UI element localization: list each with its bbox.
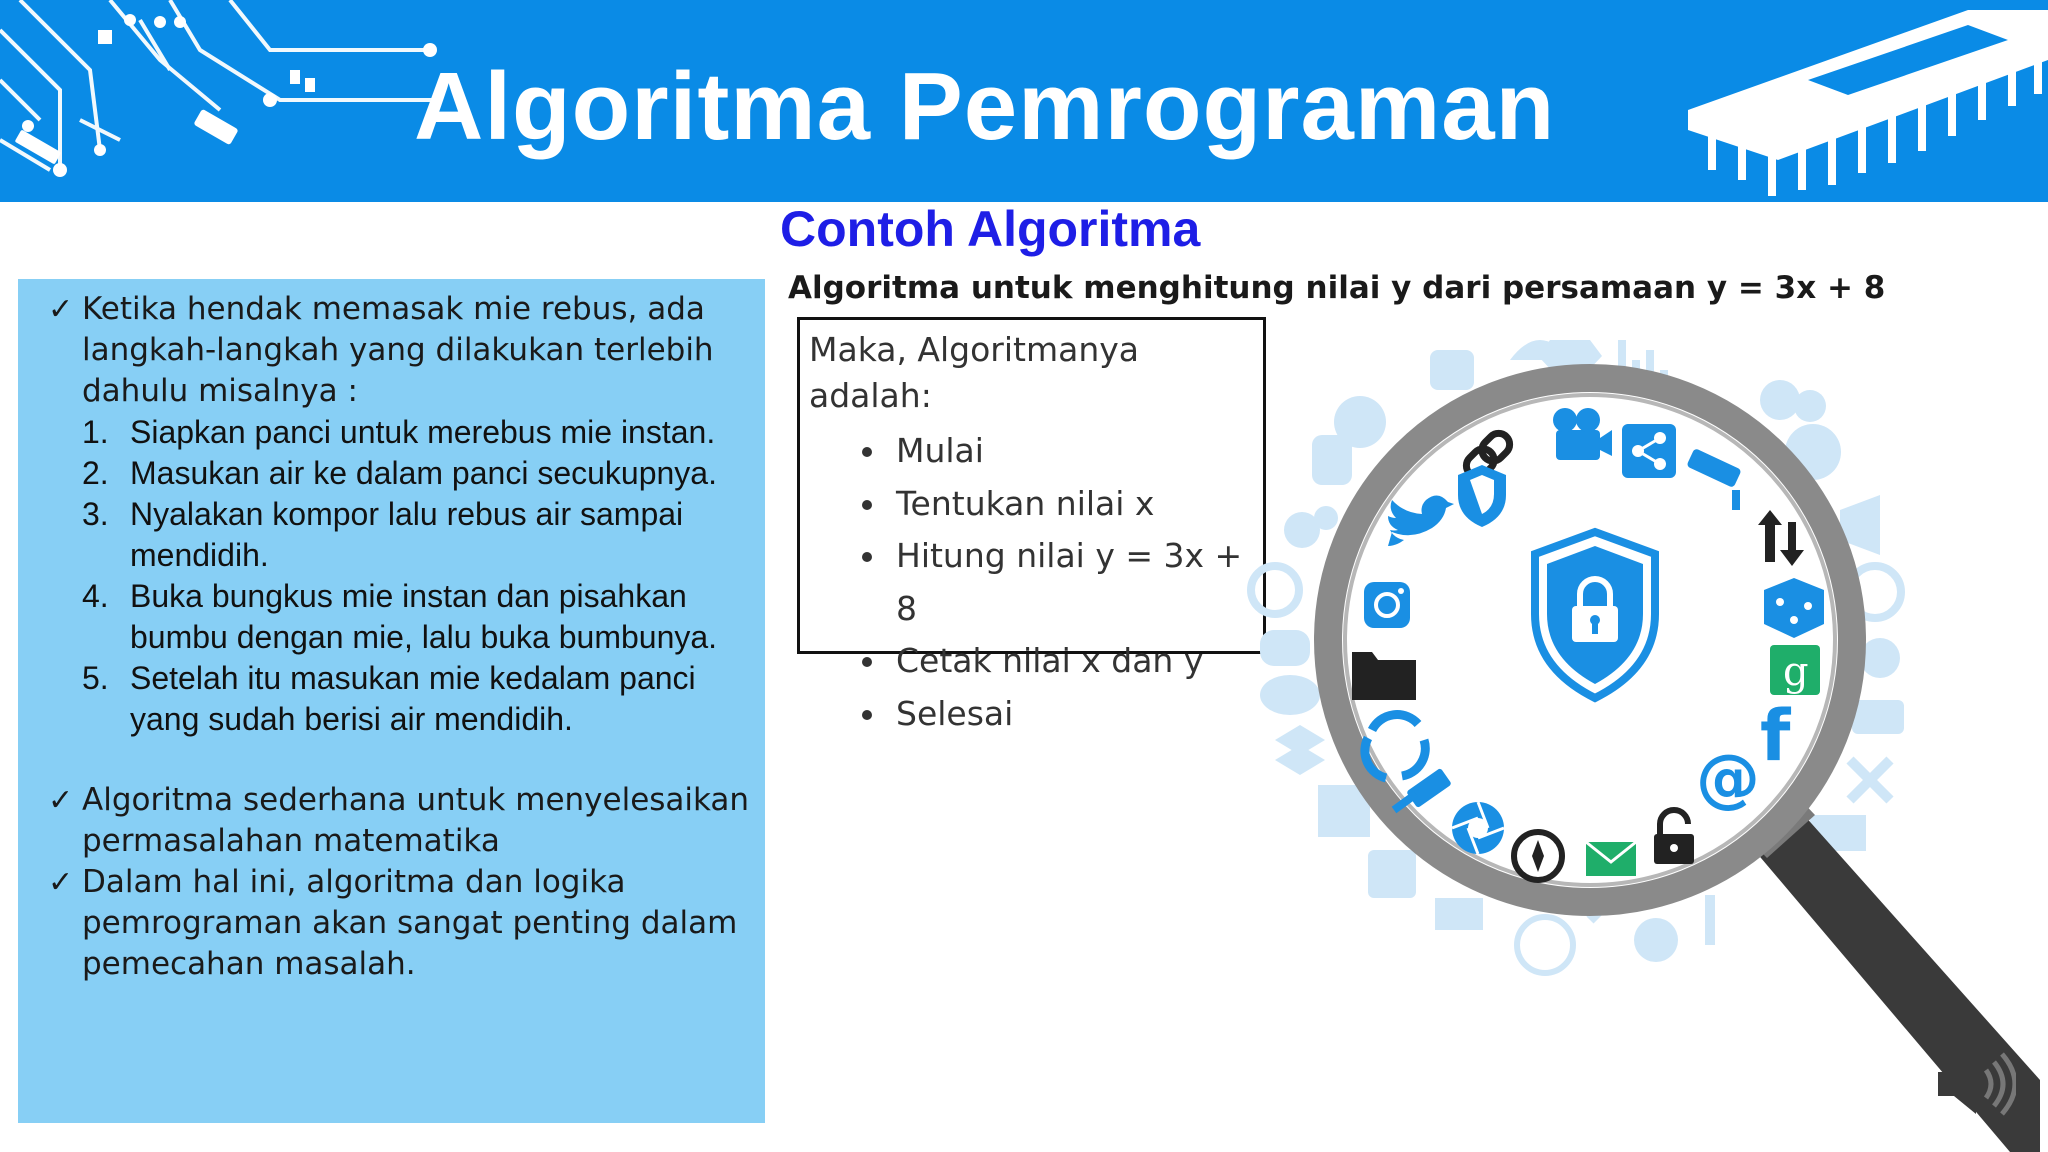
algorithm-box [797,317,1266,733]
bullet-icon [862,552,872,562]
algorithm-step-text: Hitung nilai y = 3x + 8 [896,536,1243,628]
list-item [30,412,755,453]
bullet-icon [862,710,872,720]
point-text: Algoritma sederhana untuk menyelesaikan permasalahan matematika [82,782,750,859]
step-text: Setelah itu masukan mie kedalam panci yang sudah berisi air mendidih. [130,660,696,737]
list-item [809,635,1263,688]
instagram-icon [1364,582,1410,628]
share-icon [1622,424,1676,478]
svg-text:f: f [1760,695,1791,777]
bullet-icon [862,447,872,457]
magnifier-icon [1328,378,2040,1152]
speaker-icon[interactable] [1932,1044,2016,1124]
bullet-icon [862,500,872,510]
left-text-panel [18,279,765,1123]
security-magnifier-illustration [1240,300,2048,1152]
aperture-icon [1452,802,1504,854]
mail-icon [1586,842,1636,876]
list-item [30,494,755,576]
section-subtitle: Contoh Algoritma [780,201,1201,257]
step-number: 2. [82,455,109,491]
intro-text: Ketika hendak memasak mie rebus, ada langkah-langkah yang dilakukan terlebih dahulu misalnya : [82,291,714,409]
list-item [809,425,1263,478]
google-icon [1770,645,1820,695]
algorithm-heading: Maka, Algoritmanya adalah: [809,330,1140,415]
check-item-math [30,780,755,862]
bullet-icon [862,657,872,667]
svg-text:g: g [1783,649,1809,695]
list-item [809,530,1263,635]
compass-icon [1514,832,1562,880]
list-item [809,688,1263,741]
step-number: 3. [82,496,109,532]
step-number: 1. [82,414,109,450]
point-text: Dalam hal ini, algoritma dan logika pemrograman akan sangat penting dalam pemecahan masalah. [82,864,738,982]
checkmark-icon: ✓ [48,865,74,900]
algorithm-step-text: Tentukan nilai x [896,483,1155,523]
checkmark-icon: ✓ [48,783,74,818]
header-banner [0,0,2048,202]
step-text: Buka bungkus mie instan dan pisahkan bumbu dengan mie, lalu buka bumbunya. [130,578,718,655]
slide-title: Algoritma Pemrograman [414,53,1556,160]
check-item-logic [30,862,755,985]
circuit-decoration [0,0,460,202]
list-item [30,453,755,494]
list-item [809,478,1263,531]
chip-decoration [1668,0,2048,202]
facebook-icon [1760,695,1792,777]
algorithm-steps [809,425,1263,740]
cooking-steps-list [30,412,755,740]
step-text: Siapkan panci untuk merebus mie instan. [130,414,716,450]
algorithm-step-text: Selesai [896,693,1014,733]
step-text: Nyalakan kompor lalu rebus air sampai mendidih. [130,496,684,573]
check-item-intro [30,289,755,412]
list-item [30,658,755,740]
step-number: 5. [82,660,109,696]
equation-heading: Algoritma untuk menghitung nilai y dari persamaan y = 3x + 8 [788,270,1886,306]
checkmark-icon: ✓ [48,292,74,327]
algorithm-step-text: Mulai [896,431,984,470]
step-number: 4. [82,578,109,614]
algorithm-step-text: Cetak nilai x dan y [896,641,1204,680]
at-icon [1696,742,1760,816]
svg-text:@: @ [1696,742,1760,816]
list-item [30,576,755,658]
step-text: Masukan air ke dalam panci secukupnya. [130,455,717,491]
